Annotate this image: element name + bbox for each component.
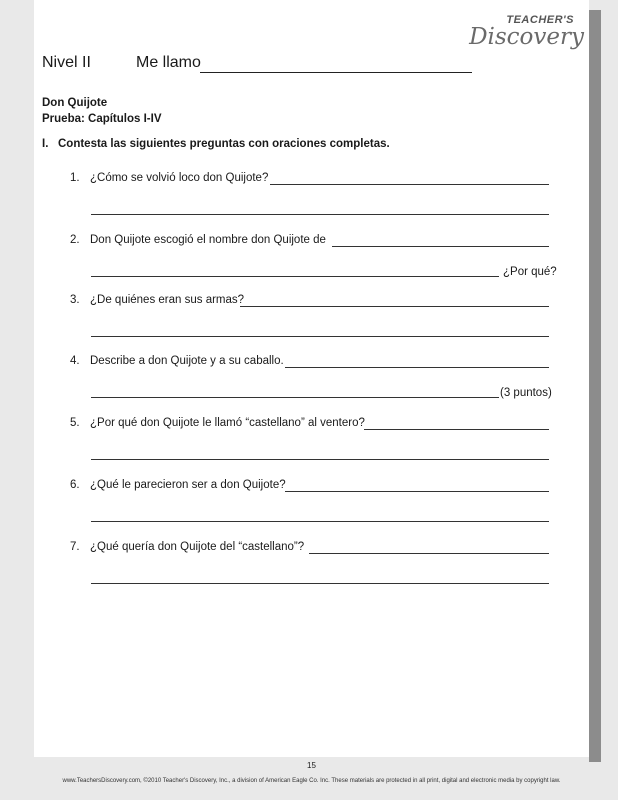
- page-shadow: [589, 10, 601, 762]
- section-instructions: [42, 138, 390, 150]
- answer-line[interactable]: [91, 583, 549, 584]
- question-1: [34, 172, 589, 220]
- answer-line[interactable]: [91, 397, 499, 398]
- question-text: ¿Cómo se volvió loco don Quijote?: [90, 172, 269, 184]
- name-label: Me llamo: [136, 54, 201, 71]
- logo-top-text: TEACHER'S: [506, 14, 574, 26]
- answer-line[interactable]: [309, 553, 549, 554]
- question-3: [34, 294, 589, 342]
- question-number: 2.: [70, 234, 80, 246]
- answer-line[interactable]: [91, 521, 549, 522]
- answer-line[interactable]: [91, 336, 549, 337]
- answer-line[interactable]: [91, 459, 549, 460]
- question-2: [34, 234, 589, 282]
- section-text: Contesta las siguientes preguntas con oraciones completas.: [58, 138, 390, 150]
- question-suffix: ¿Por qué?: [503, 266, 557, 278]
- section-number: I.: [42, 138, 49, 150]
- question-number: 4.: [70, 355, 80, 367]
- question-number: 3.: [70, 294, 80, 306]
- question-number: 5.: [70, 417, 80, 429]
- answer-line[interactable]: [240, 306, 549, 307]
- question-5: [34, 417, 589, 465]
- answer-line[interactable]: [91, 214, 549, 215]
- answer-line[interactable]: [364, 429, 549, 430]
- question-7: [34, 541, 589, 589]
- question-4: [34, 355, 589, 403]
- question-text: ¿Qué le parecieron ser a don Quijote?: [90, 479, 286, 491]
- level-label: Nivel II: [42, 54, 91, 71]
- question-number: 6.: [70, 479, 80, 491]
- question-text: ¿Por qué don Quijote le llamó “castellano” al ventero?: [90, 417, 365, 429]
- answer-line[interactable]: [91, 276, 499, 277]
- logo-main-text: Discovery: [469, 24, 584, 50]
- question-text: Describe a don Quijote y a su caballo.: [90, 355, 284, 367]
- worksheet-page: [34, 0, 589, 770]
- copyright-footer: www.TeachersDiscovery.com, ©2010 Teacher's Discovery, Inc., a division of American Eagle Co. Inc. These materials are protected in all print, digital and electronic media by copyright law.: [62, 778, 561, 784]
- answer-line[interactable]: [285, 367, 549, 368]
- question-text: ¿De quiénes eran sus armas?: [90, 294, 245, 306]
- test-title: Prueba: Capítulos I-IV: [42, 113, 162, 125]
- question-text: ¿Qué quería don Quijote del “castellano”?: [90, 541, 305, 553]
- question-number: 7.: [70, 541, 80, 553]
- question-text: Don Quijote escogió el nombre don Quijote de: [90, 234, 326, 246]
- answer-line[interactable]: [270, 184, 549, 185]
- question-6: [34, 479, 589, 527]
- question-number: 1.: [70, 172, 80, 184]
- answer-line[interactable]: [332, 246, 549, 247]
- page-number: 15: [307, 761, 316, 770]
- teachers-discovery-logo: [469, 14, 584, 68]
- book-title: Don Quijote: [42, 97, 108, 109]
- points-label: (3 puntos): [500, 387, 552, 399]
- answer-line[interactable]: [285, 491, 549, 492]
- name-field-line[interactable]: [200, 72, 472, 73]
